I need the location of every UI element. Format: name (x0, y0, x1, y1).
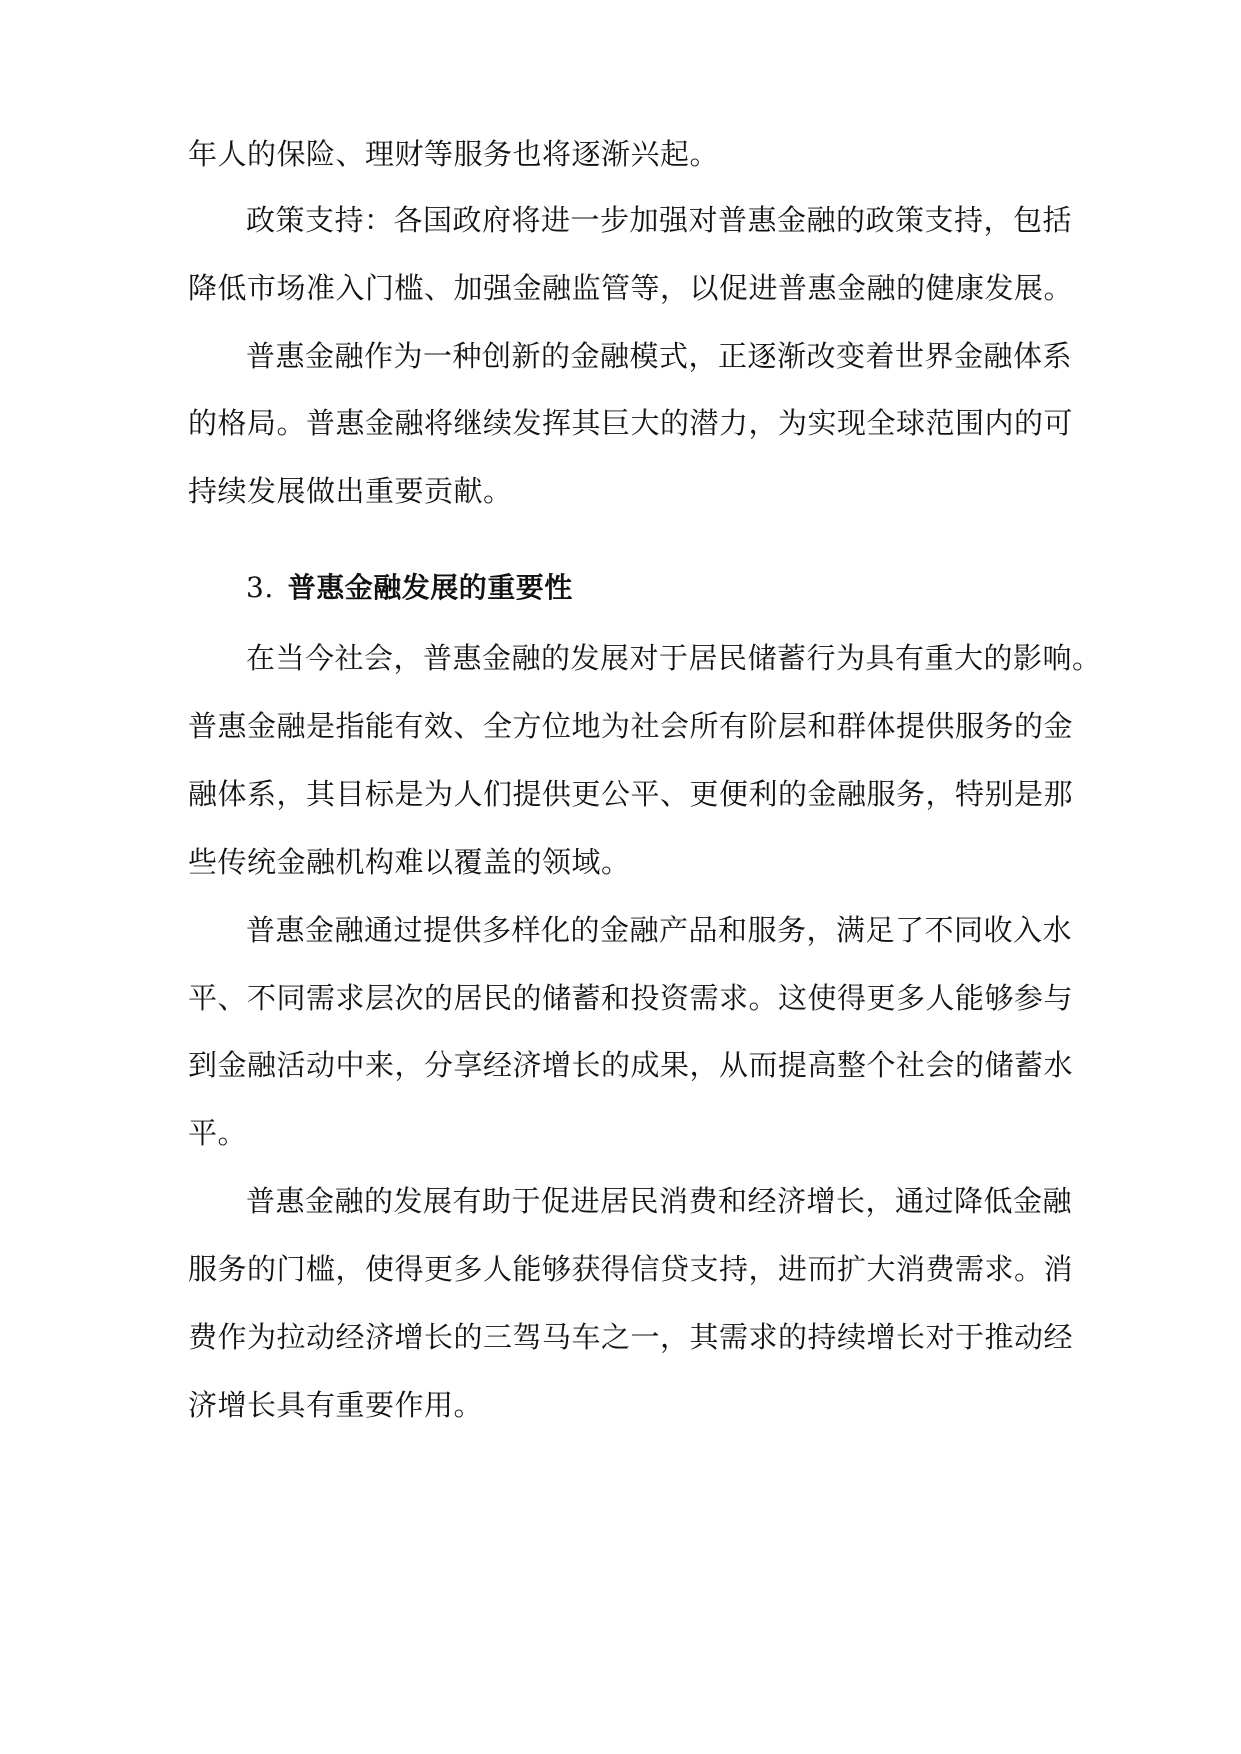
paragraph-line: 济增长具有重要作用。 (188, 1388, 484, 1422)
section-number: 3. (246, 571, 274, 604)
paragraph-line: 普惠金融是指能有效、全方位地为社会所有阶层和群体提供服务的金 (188, 709, 1074, 743)
paragraph-line: 的格局。普惠金融将继续发挥其巨大的潜力，为实现全球范围内的可 (188, 406, 1074, 440)
paragraph-line: 平。 (188, 1116, 248, 1150)
paragraph-line: 融体系，其目标是为人们提供更公平、更便利的金融服务，特别是那 (188, 777, 1074, 811)
paragraph-line: 在当今社会，普惠金融的发展对于居民储蓄行为具有重大的影响。 (246, 641, 1102, 675)
section-title: 普惠金融发展的重要性 (287, 571, 573, 604)
paragraph-line: 持续发展做出重要贡献。 (188, 474, 513, 508)
paragraph-line: 普惠金融通过提供多样化的金融产品和服务，满足了不同收入水 (246, 913, 1073, 947)
paragraph-line: 普惠金融作为一种创新的金融模式，正逐渐改变着世界金融体系 (246, 339, 1073, 373)
paragraph-line: 费作为拉动经济增长的三驾马车之一，其需求的持续增长对于推动经 (188, 1320, 1074, 1354)
paragraph-line: 年人的保险、理财等服务也将逐渐兴起。 (188, 137, 720, 171)
section-heading (246, 568, 573, 608)
paragraph-line: 到金融活动中来，分享经济增长的成果，从而提高整个社会的储蓄水 (188, 1048, 1074, 1082)
paragraph-line: 平、不同需求层次的居民的储蓄和投资需求。这使得更多人能够参与 (188, 981, 1074, 1015)
paragraph-line: 服务的门槛，使得更多人能够获得信贷支持，进而扩大消费需求。消 (188, 1252, 1074, 1286)
paragraph-line: 些传统金融机构难以覆盖的领域。 (188, 845, 631, 879)
paragraph-line: 政策支持：各国政府将进一步加强对普惠金融的政策支持，包括 (246, 203, 1073, 237)
paragraph-line: 降低市场准入门槛、加强金融监管等，以促进普惠金融的健康发展。 (188, 271, 1074, 305)
paragraph-line: 普惠金融的发展有助于促进居民消费和经济增长，通过降低金融 (246, 1184, 1073, 1218)
